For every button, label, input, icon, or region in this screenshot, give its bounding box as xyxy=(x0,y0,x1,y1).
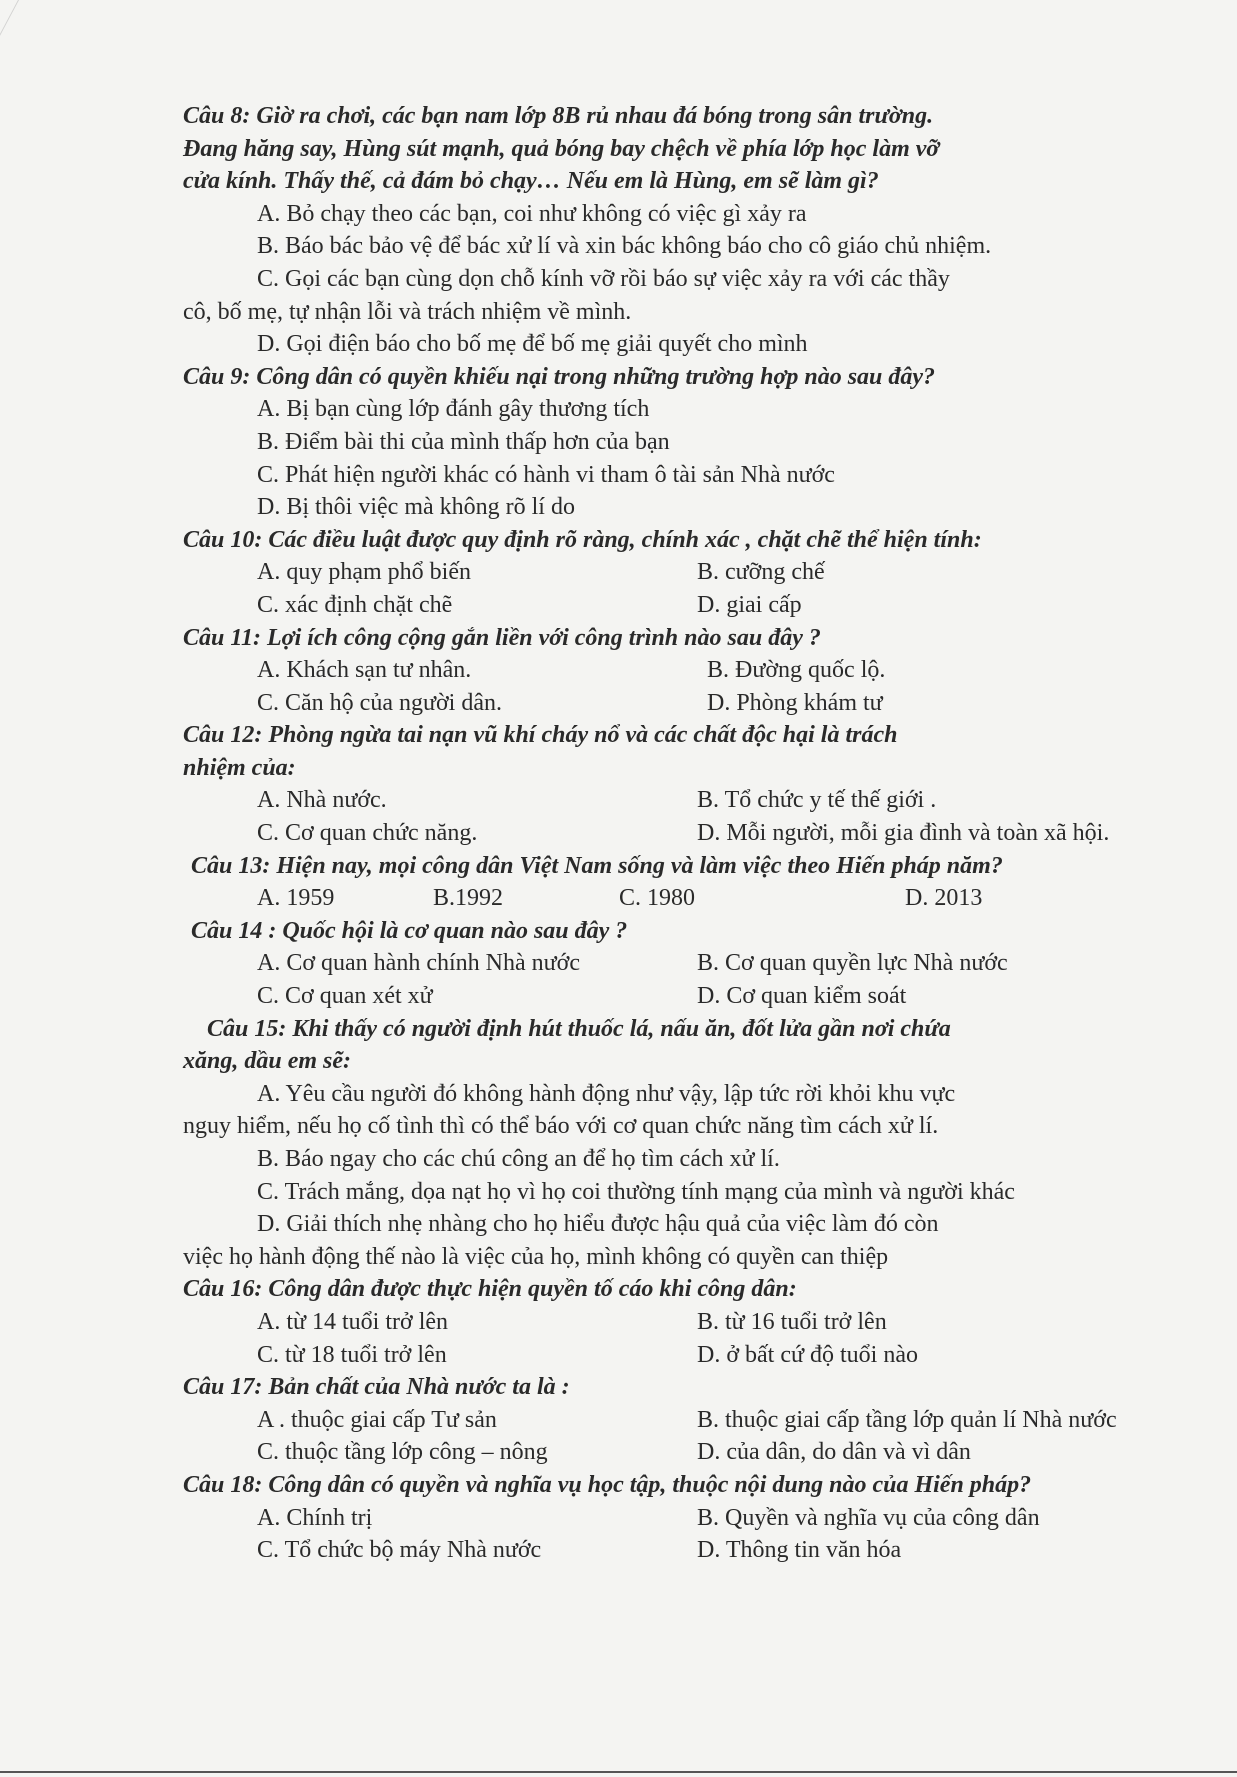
option-d: D. Cơ quan kiểm soát xyxy=(697,983,907,1010)
question-stem: Câu 11: Lợi ích công cộng gắn liền với công trình nào sau đây ? xyxy=(183,624,821,651)
option-a: A. quy phạm phổ biến xyxy=(257,559,471,586)
option-a-continued: nguy hiểm, nếu họ cố tình thì có thể báo với cơ quan chức năng tìm cách xử lí. xyxy=(183,1113,939,1140)
question-stem: Câu 9: Công dân có quyền khiếu nại trong những trường hợp nào sau đây? xyxy=(183,363,936,390)
question-9 xyxy=(183,361,1163,524)
option-c: C. Căn hộ của người dân. xyxy=(257,689,502,716)
option-d: D. Mỗi người, mỗi gia đình và toàn xã hội. xyxy=(697,820,1110,847)
option-b: B. từ 16 tuổi trở lên xyxy=(697,1308,887,1335)
option-c: C. Phát hiện người khác có hành vi tham ô tài sản Nhà nước xyxy=(257,461,835,488)
option-b: B. thuộc giai cấp tầng lớp quản lí Nhà nước xyxy=(697,1406,1117,1433)
exam-page xyxy=(183,100,1163,1567)
question-stem: Câu 18: Công dân có quyền và nghĩa vụ học tập, thuộc nội dung nào của Hiến pháp? xyxy=(183,1471,1032,1498)
option-c: C. 1980 xyxy=(619,885,696,912)
question-stem: Câu 10: Các điều luật được quy định rõ ràng, chính xác , chặt chẽ thể hiện tính: xyxy=(183,526,982,553)
question-stem: Câu 14 : Quốc hội là cơ quan nào sau đây ? xyxy=(191,917,628,944)
question-17 xyxy=(183,1371,1163,1469)
question-18 xyxy=(183,1469,1163,1567)
option-a: A. Bỏ chạy theo các bạn, coi như không có việc gì xảy ra xyxy=(257,200,807,227)
question-13 xyxy=(183,850,1163,915)
option-c: C. Cơ quan xét xử xyxy=(257,983,433,1010)
question-stem: cửa kính. Thấy thế, cả đám bỏ chạy… Nếu em là Hùng, em sẽ làm gì? xyxy=(183,168,879,195)
question-10 xyxy=(183,524,1163,622)
option-d: D. Giải thích nhẹ nhàng cho họ hiểu được hậu quả của việc làm đó còn xyxy=(257,1211,939,1238)
option-d: D. ở bất cứ độ tuổi nào xyxy=(697,1341,918,1368)
question-stem: Câu 15: Khi thấy có người định hút thuốc lá, nấu ăn, đốt lửa gần nơi chứa xyxy=(207,1015,951,1042)
page-bottom-edge xyxy=(0,1771,1237,1773)
question-12 xyxy=(183,719,1163,849)
option-a: A. Chính trị xyxy=(257,1504,373,1531)
option-a: A. Cơ quan hành chính Nhà nước xyxy=(257,950,580,977)
question-14 xyxy=(183,915,1163,1013)
scan-artifact-line xyxy=(0,0,139,220)
option-d-continued: việc họ hành động thế nào là việc của họ, mình không có quyền can thiệp xyxy=(183,1243,889,1270)
option-d: D. giai cấp xyxy=(697,591,802,618)
option-a: A. Nhà nước. xyxy=(257,787,387,814)
option-a: A. từ 14 tuổi trở lên xyxy=(257,1308,449,1335)
option-c-continued: cô, bố mẹ, tự nhận lỗi và trách nhiệm về mình. xyxy=(183,298,632,325)
option-d: D. Gọi điện báo cho bố mẹ để bố mẹ giải quyết cho mình xyxy=(257,331,808,358)
question-stem: xăng, dầu em sẽ: xyxy=(183,1048,351,1075)
option-b: B. Điểm bài thi của mình thấp hơn của bạn xyxy=(257,428,670,455)
option-b: B. Báo bác bảo vệ để bác xử lí và xin bác không báo cho cô giáo chủ nhiệm. xyxy=(257,233,992,260)
question-stem: Đang hăng say, Hùng sút mạnh, quả bóng bay chệch về phía lớp học làm vỡ xyxy=(183,135,940,162)
question-stem: Câu 16: Công dân được thực hiện quyền tố cáo khi công dân: xyxy=(183,1276,797,1303)
option-a: A. 1959 xyxy=(257,885,335,912)
option-c: C. xác định chặt chẽ xyxy=(257,591,453,618)
option-c: C. Trách mắng, dọa nạt họ vì họ coi thường tính mạng của mình và người khác xyxy=(257,1178,1015,1205)
question-11 xyxy=(183,622,1163,720)
option-a: A . thuộc giai cấp Tư sản xyxy=(257,1406,497,1433)
option-a: A. Yêu cầu người đó không hành động như vậy, lập tức rời khỏi khu vực xyxy=(257,1080,956,1107)
question-stem: Câu 8: Giờ ra chơi, các bạn nam lớp 8B rủ nhau đá bóng trong sân trường. xyxy=(183,103,934,129)
option-d: D. Bị thôi việc mà không rõ lí do xyxy=(257,494,575,521)
question-stem: Câu 17: Bản chất của Nhà nước ta là : xyxy=(183,1374,570,1401)
question-stem: Câu 13: Hiện nay, mọi công dân Việt Nam sống và làm việc theo Hiến pháp năm? xyxy=(191,852,1003,879)
option-d: D. Thông tin văn hóa xyxy=(697,1537,902,1564)
option-b: B. Đường quốc lộ. xyxy=(707,657,886,684)
question-stem: Câu 12: Phòng ngừa tai nạn vũ khí cháy nổ và các chất độc hại là trách xyxy=(183,722,898,749)
option-c: C. Tổ chức bộ máy Nhà nước xyxy=(257,1537,542,1564)
option-c: C. thuộc tầng lớp công – nông xyxy=(257,1439,548,1466)
option-c: C. Cơ quan chức năng. xyxy=(257,820,478,847)
option-d: D. của dân, do dân và vì dân xyxy=(697,1439,971,1466)
option-c: C. từ 18 tuổi trở lên xyxy=(257,1341,447,1368)
option-b: B. Cơ quan quyền lực Nhà nước xyxy=(697,950,1008,977)
option-b: B. cưỡng chế xyxy=(697,559,825,586)
question-stem: nhiệm của: xyxy=(183,754,296,781)
option-d: D. Phòng khám tư xyxy=(707,689,883,716)
question-8 xyxy=(183,100,1163,361)
option-d: D. 2013 xyxy=(905,885,983,912)
option-a: A. Khách sạn tư nhân. xyxy=(257,657,472,684)
question-15 xyxy=(183,1013,1163,1274)
option-b: B.1992 xyxy=(433,885,504,912)
question-16 xyxy=(183,1273,1163,1371)
option-a: A. Bị bạn cùng lớp đánh gây thương tích xyxy=(257,396,650,423)
option-b: B. Báo ngay cho các chú công an để họ tìm cách xử lí. xyxy=(257,1146,780,1172)
option-c: C. Gọi các bạn cùng dọn chỗ kính vỡ rồi báo sự việc xảy ra với các thầy xyxy=(257,265,950,292)
option-b: B. Tổ chức y tế thế giới . xyxy=(697,787,937,814)
option-b: B. Quyền và nghĩa vụ của công dân xyxy=(697,1504,1040,1531)
